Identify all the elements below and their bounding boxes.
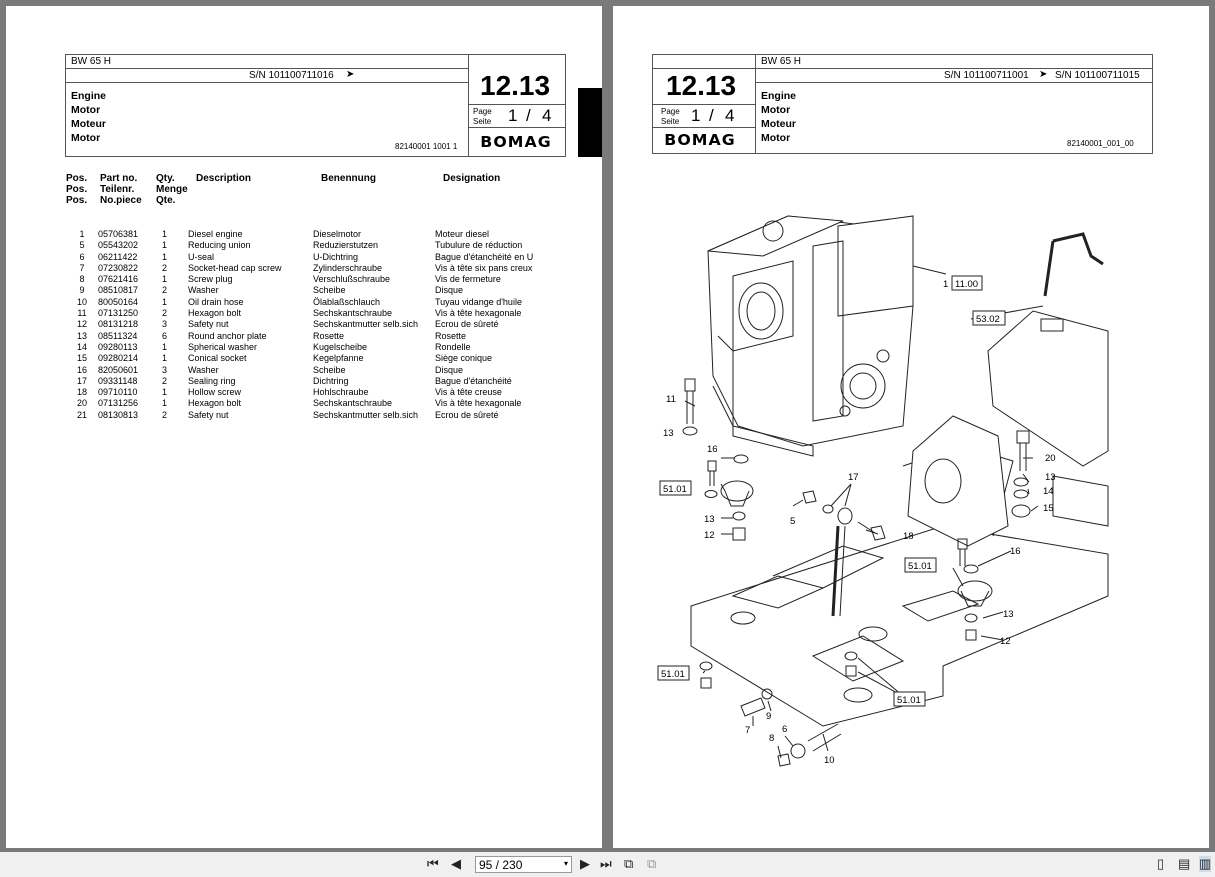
table-cell: Verschlußschraube	[313, 274, 391, 285]
doc-code: 82140001 1001 1	[395, 142, 458, 151]
callout-5: 5	[790, 516, 796, 527]
model-name: BW 65 H	[761, 56, 802, 67]
table-cell: Safety nut	[188, 319, 229, 330]
serial-from: S/N 101100711001	[944, 70, 1029, 81]
table-cell: 08131218	[98, 319, 139, 330]
arrow-icon: ➤	[346, 69, 355, 80]
svg-text:51.01: 51.01	[663, 484, 687, 495]
table-row	[66, 308, 545, 319]
col-benennung-header: Benennung	[321, 173, 376, 184]
callout-20: 20	[1045, 453, 1056, 464]
callout-11: 11	[666, 394, 676, 405]
table-cell: 08511324	[98, 330, 138, 341]
table-cell: 07230822	[98, 262, 139, 273]
title-en: Engine	[71, 90, 107, 102]
table-cell: Washer	[188, 364, 219, 375]
table-cell: 09710110	[98, 387, 138, 398]
table-cell: 3	[162, 319, 168, 330]
table-cell: 05706381	[98, 229, 139, 239]
table-cell: 21	[76, 409, 87, 420]
right-page	[613, 6, 1209, 848]
table-cell: 8	[79, 274, 85, 285]
callout-6: 6	[782, 724, 788, 735]
chapter-tab-marker	[578, 88, 602, 157]
table-cell: 2	[162, 375, 168, 386]
continuous-icon[interactable]: ▤	[1178, 856, 1191, 871]
table-row	[66, 319, 545, 330]
table-cell: 2	[162, 409, 168, 420]
table-cell: Rosette	[313, 330, 345, 341]
table-cell: Safety nut	[188, 409, 229, 420]
table-cell: 09280113	[98, 341, 138, 352]
table-row	[66, 263, 545, 274]
table-cell: 1	[162, 398, 168, 409]
col-qty-header: Qty. Menge Qte.	[156, 173, 188, 206]
table-cell: 15	[76, 353, 87, 364]
table-cell: Round anchor plate	[188, 330, 267, 341]
table-cell: 05543202	[98, 240, 139, 251]
table-row	[66, 274, 545, 285]
table-cell: Zylinderschraube	[313, 262, 383, 273]
left-page	[6, 6, 602, 848]
section-number: 12.13	[666, 70, 737, 101]
table-cell: 07131256	[98, 398, 139, 409]
table-cell: 09280214	[98, 353, 139, 364]
table-cell: 3	[162, 364, 168, 375]
callout-16b: 16	[1010, 546, 1021, 557]
callout-13c: 13	[1045, 472, 1056, 483]
page-indicator: 95 / 230	[479, 858, 523, 872]
table-row	[66, 229, 545, 240]
table-cell: 10	[76, 296, 87, 307]
table-row	[66, 410, 545, 421]
table-cell: Sechskantschraube	[313, 308, 393, 319]
table-cell: 14	[76, 341, 87, 352]
table-cell: Sealing ring	[188, 375, 236, 386]
callout-51-01-c	[658, 666, 689, 680]
table-row	[66, 387, 545, 398]
table-cell: 6	[79, 251, 85, 262]
title-en: Engine	[761, 90, 797, 102]
table-cell: Kugelscheibe	[313, 341, 368, 352]
title-other: Motor	[761, 132, 791, 144]
table-cell: 5	[79, 240, 85, 251]
table-cell: U-seal	[188, 251, 215, 262]
two-page-icon[interactable]: ▥	[1199, 856, 1212, 871]
table-cell: Moteur diesel	[435, 229, 490, 239]
table-cell: Vis à tête hexagonale	[435, 308, 522, 319]
table-cell: Ölablaßschlauch	[313, 296, 381, 307]
table-cell: 2	[162, 262, 168, 273]
callout-51-01-a	[660, 481, 691, 495]
callout-17: 17	[848, 472, 859, 483]
bomag-logo: BOMAG	[480, 133, 552, 151]
callout-13b: 13	[704, 514, 715, 525]
table-row	[66, 398, 545, 409]
page-indicator-select[interactable]	[475, 856, 572, 873]
table-cell: 2	[162, 285, 168, 296]
callout-14: 14	[1043, 486, 1054, 497]
table-cell: 7	[79, 262, 85, 273]
table-cell: 06211422	[98, 251, 138, 262]
table-cell: 1	[162, 296, 168, 307]
parts-table	[66, 229, 545, 421]
table-cell: 6	[162, 330, 168, 341]
chevron-down-icon: ▾	[563, 859, 568, 868]
exploded-parts-diagram	[613, 6, 1209, 848]
table-cell: Sechskantmutter selb.sich	[313, 319, 419, 330]
table-cell: 1	[162, 229, 168, 239]
page-number: 1	[691, 106, 701, 125]
callout-1: 1	[943, 279, 949, 290]
title-fr: Moteur	[761, 118, 796, 130]
callout-53-02	[973, 311, 1005, 325]
table-cell: 1	[162, 353, 168, 364]
table-row	[66, 240, 545, 251]
table-row	[66, 285, 545, 296]
table-cell: Bague d'étanchéité	[435, 375, 512, 386]
table-cell: 16	[76, 364, 87, 375]
page-total: 4	[542, 106, 552, 125]
table-cell: Rondelle	[435, 341, 471, 352]
table-cell: 82050601	[98, 364, 139, 375]
viewer-toolbar	[0, 852, 1215, 877]
table-cell: Dichtring	[313, 375, 349, 386]
callout-11-00	[952, 276, 982, 290]
table-cell: 07621416	[98, 274, 139, 285]
first-page-icon[interactable]: ⏮	[427, 856, 439, 871]
table-cell: 1	[79, 229, 85, 239]
callout-51-01-d	[894, 692, 925, 706]
svg-text:53.02: 53.02	[976, 314, 1000, 325]
table-cell: Dieselmotor	[313, 229, 362, 239]
table-row	[66, 297, 545, 308]
table-cell: 09331148	[98, 375, 138, 386]
table-cell: 1	[162, 251, 168, 262]
copy-icon[interactable]: ⧉	[647, 856, 657, 871]
page-separator: /	[526, 106, 531, 125]
callout-8: 8	[769, 733, 775, 744]
table-cell: Sechskantmutter selb.sich	[313, 409, 419, 420]
page-label-en: Page	[661, 107, 680, 116]
table-cell: Diesel engine	[188, 229, 243, 239]
table-cell: Washer	[188, 285, 219, 296]
table-cell: 1	[162, 341, 168, 352]
table-cell: Hexagon bolt	[188, 398, 242, 409]
table-cell: Rosette	[435, 330, 467, 341]
svg-text:11.00: 11.00	[955, 279, 979, 290]
single-page-icon[interactable]: ▯	[1157, 856, 1165, 871]
table-row	[66, 331, 545, 342]
callout-13a: 13	[663, 428, 674, 439]
page-label-de: Seite	[661, 117, 680, 126]
table-cell: 08130813	[98, 409, 139, 420]
arrow-icon: ➤	[1039, 69, 1048, 80]
table-cell: Scheibe	[313, 364, 346, 375]
table-cell: Scheibe	[313, 285, 346, 296]
title-de: Motor	[71, 104, 101, 116]
table-cell: Hollow screw	[188, 387, 242, 398]
table-cell: Vis à tête hexagonale	[435, 398, 522, 409]
serial-to: S/N 101100711015	[1055, 70, 1140, 81]
table-cell: Tubulure de réduction	[435, 240, 523, 251]
table-cell: 9	[79, 285, 85, 296]
table-cell: 13	[76, 330, 87, 341]
table-row	[66, 353, 545, 364]
table-cell: Hohlschraube	[313, 387, 369, 398]
bomag-logo: BOMAG	[664, 131, 736, 149]
callout-12a: 12	[704, 530, 715, 541]
table-cell: Reduzierstutzen	[313, 240, 379, 251]
title-fr: Moteur	[71, 118, 106, 130]
table-cell: Disque	[435, 364, 464, 375]
table-cell: 1	[162, 274, 168, 285]
table-cell: Kegelpfanne	[313, 353, 364, 364]
svg-text:51.01: 51.01	[897, 695, 921, 706]
table-cell: U-Dichtring	[313, 251, 359, 262]
table-cell: 11	[77, 308, 87, 319]
callout-9: 9	[766, 711, 772, 722]
page-separator: /	[709, 106, 714, 125]
table-cell: Hexagon bolt	[188, 308, 242, 319]
table-cell: Spherical washer	[188, 341, 258, 352]
callout-10: 10	[824, 755, 835, 766]
col-description-header: Description	[196, 173, 252, 184]
callout-13d: 13	[1003, 609, 1014, 620]
table-cell: Vis à tête creuse	[435, 387, 502, 398]
table-cell: Ecrou de sûreté	[435, 409, 499, 420]
col-designation-header: Designation	[443, 173, 501, 184]
title-de: Motor	[761, 104, 791, 116]
col-partno-header: Part no. Teilenr. No.piece	[100, 173, 142, 206]
table-cell: 2	[162, 308, 168, 319]
table-row	[66, 365, 545, 376]
table-row	[66, 376, 545, 387]
table-cell: Sechskantschraube	[313, 398, 393, 409]
model-name: BW 65 H	[71, 56, 112, 67]
callout-15: 15	[1043, 503, 1054, 514]
table-cell: Reducing union	[188, 240, 251, 251]
table-cell: Screw plug	[188, 274, 233, 285]
section-number: 12.13	[480, 70, 551, 101]
table-cell: Siège conique	[435, 353, 493, 364]
table-cell: 07131250	[98, 308, 139, 319]
last-page-icon[interactable]: ⏭	[600, 856, 612, 871]
callout-12b: 12	[1000, 636, 1011, 647]
table-cell: Conical socket	[188, 353, 247, 364]
callout-18: 18	[903, 531, 914, 542]
rotate-icon[interactable]: ⧉	[624, 856, 634, 871]
table-row	[66, 252, 545, 263]
table-cell: Ecrou de sûreté	[435, 319, 499, 330]
table-cell: Vis de fermeture	[435, 274, 501, 285]
table-cell: 18	[76, 387, 87, 398]
table-cell: 17	[76, 375, 87, 386]
table-cell: 1	[162, 240, 168, 251]
serial-number: S/N 101100711016	[249, 70, 334, 81]
svg-text:51.01: 51.01	[661, 669, 685, 680]
title-other: Motor	[71, 132, 101, 144]
table-cell: Tuyau vidange d'huile	[435, 296, 522, 307]
table-cell: Oil drain hose	[188, 296, 244, 307]
callout-51-01-b	[905, 558, 936, 572]
table-cell: 12	[76, 319, 87, 330]
table-cell: Socket-head cap screw	[188, 262, 282, 273]
callout-7: 7	[745, 725, 751, 736]
page-number: 1	[508, 106, 518, 125]
left-header-box	[65, 54, 566, 157]
table-cell: 20	[76, 398, 87, 409]
callout-16a: 16	[707, 444, 718, 455]
page-label-en: Page	[473, 107, 492, 116]
next-page-icon[interactable]: ▶	[580, 856, 590, 871]
prev-page-icon[interactable]: ◀	[451, 856, 461, 871]
doc-code: 82140001_001_00	[1067, 139, 1134, 148]
table-cell: Vis à tête six pans creux	[435, 262, 533, 273]
svg-text:51.01: 51.01	[908, 561, 932, 572]
table-cell: 80050164	[98, 296, 139, 307]
table-cell: 08510817	[98, 285, 139, 296]
table-cell: Bague d'étanchéité en U	[435, 251, 534, 262]
table-cell: 1	[162, 387, 168, 398]
page-label-de: Seite	[473, 117, 492, 126]
page-total: 4	[725, 106, 735, 125]
table-cell: Disque	[435, 285, 464, 296]
col-pos-header: Pos. Pos. Pos.	[66, 173, 88, 206]
table-row	[66, 342, 545, 353]
